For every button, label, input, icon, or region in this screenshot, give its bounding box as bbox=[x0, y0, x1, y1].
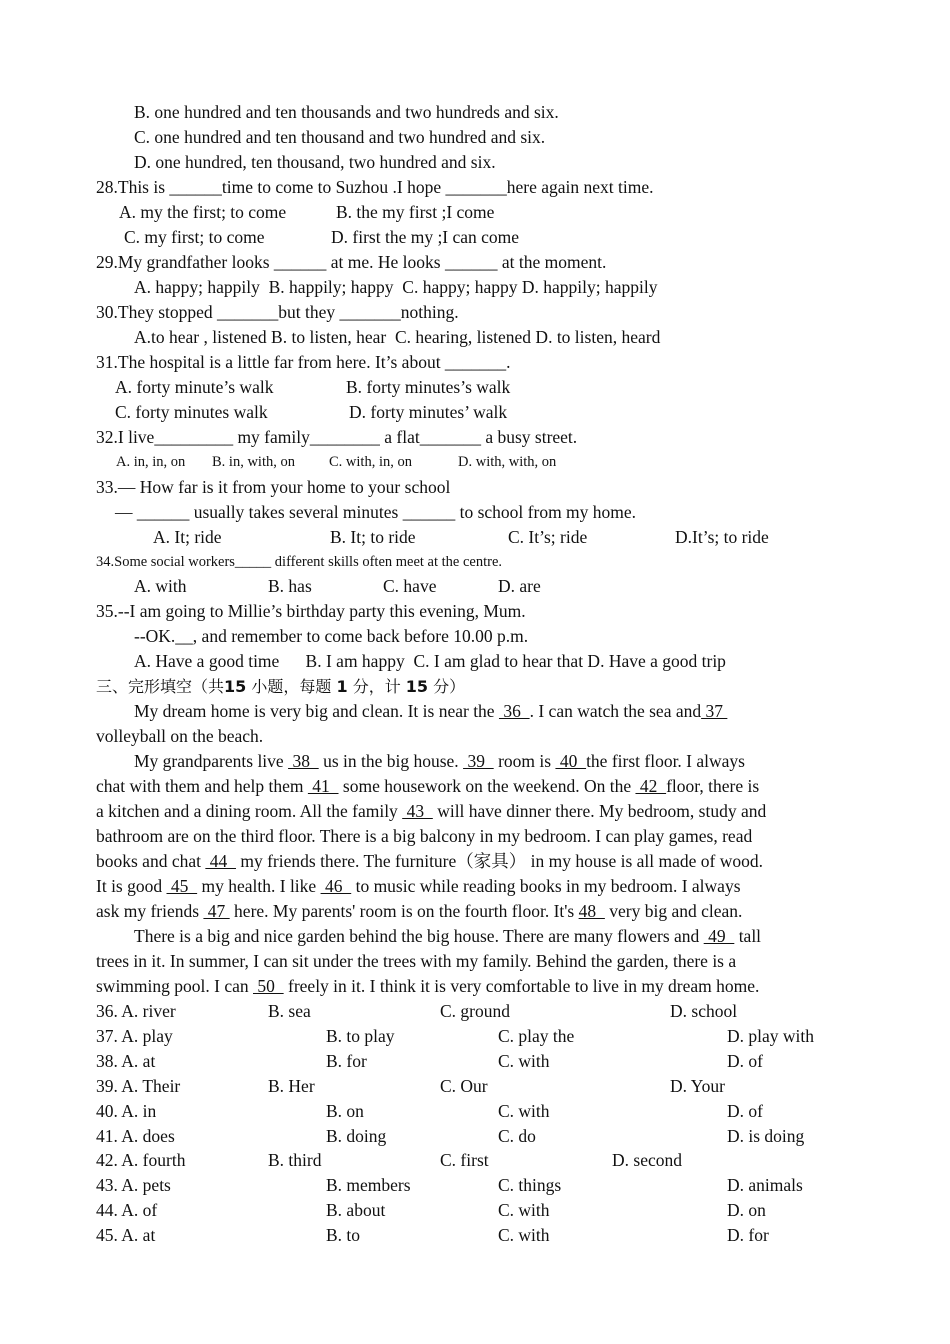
answer-39-b: B. Her bbox=[268, 1076, 315, 1096]
section-3-prefix: 三、完形填空（共 bbox=[96, 677, 225, 696]
passage-text: It is good bbox=[96, 876, 167, 896]
q33-stem: 33.— How far is it from your home to your school bbox=[96, 477, 451, 497]
q33-blank-2: ______ bbox=[402, 502, 456, 522]
q30-stem: 30.They stopped _______but they _______nothing. bbox=[96, 302, 459, 322]
passage-text: my health. I like bbox=[197, 876, 321, 896]
answer-43-c: C. things bbox=[498, 1175, 562, 1195]
passage-line-9 bbox=[96, 899, 742, 924]
q31-option-d: D. forty minutes’ walk bbox=[349, 402, 508, 422]
blank-44: 44 bbox=[205, 851, 236, 871]
answer-43-d: D. animals bbox=[727, 1175, 803, 1195]
blank-38: 38 bbox=[288, 751, 319, 771]
q35-options: A. Have a good time B. I am happy C. I am glad to hear that D. Have a good trip bbox=[134, 651, 726, 671]
section-3-points-each: 1 bbox=[336, 677, 348, 696]
q33-blank-1: ______ bbox=[136, 502, 190, 522]
answer-38-d: D. of bbox=[727, 1051, 763, 1071]
section-3-suffix: 分） bbox=[428, 677, 466, 696]
blank-46: 46 bbox=[320, 876, 352, 896]
q33-option-a: A. It; ride bbox=[153, 527, 222, 547]
section-3-count: 15 bbox=[224, 677, 247, 696]
answer-38-b: B. for bbox=[326, 1051, 367, 1071]
q33-line2 bbox=[115, 500, 636, 525]
passage-text: My dream home is very big and clean. It is near the bbox=[134, 701, 499, 721]
blank-48: 48 bbox=[578, 901, 605, 921]
answer-36-a: 36. A. river bbox=[96, 1001, 176, 1021]
answer-41-d: D. is doing bbox=[727, 1126, 805, 1146]
q27-option-b: B. one hundred and ten thousands and two hundreds and six. bbox=[134, 102, 559, 122]
blank-37: 37 bbox=[701, 701, 728, 721]
answer-38-c: C. with bbox=[498, 1051, 550, 1071]
blank-49: 49 bbox=[703, 926, 735, 946]
passage-line-7 bbox=[96, 849, 763, 874]
q33-text-end: to school from my home. bbox=[455, 502, 637, 522]
answer-45-a: 45. A. at bbox=[96, 1225, 156, 1245]
passage-line-4 bbox=[96, 774, 759, 799]
q28-option-c: C. my first; to come bbox=[124, 227, 265, 247]
answer-40-b: B. on bbox=[326, 1101, 364, 1121]
answer-41-a: 41. A. does bbox=[96, 1126, 175, 1146]
q28-stem: 28.This is ______time to come to Suzhou .I hope _______here again next time. bbox=[96, 177, 654, 197]
q27-option-d: D. one hundred, ten thousand, two hundred and six. bbox=[134, 152, 496, 172]
q34-option-d: D. are bbox=[498, 576, 541, 596]
q34-stem: 34.Some social workers_____ different skills often meet at the centre. bbox=[96, 554, 503, 570]
q33-text-mid: usually takes several minutes bbox=[189, 502, 403, 522]
answer-36-d: D. school bbox=[670, 1001, 738, 1021]
passage-text: some housework on the weekend. On the bbox=[338, 776, 636, 796]
answer-42-d: D. second bbox=[612, 1150, 682, 1170]
answer-42-a: 42. A. fourth bbox=[96, 1150, 186, 1170]
q31-option-b: B. forty minutes’s walk bbox=[346, 377, 511, 397]
answer-40-a: 40. A. in bbox=[96, 1101, 157, 1121]
answer-39-a: 39. A. Their bbox=[96, 1076, 181, 1096]
q34-option-a: A. with bbox=[134, 576, 187, 596]
answer-37-d: D. play with bbox=[727, 1026, 815, 1046]
passage-text: . I can watch the sea and bbox=[529, 701, 702, 721]
q34-option-b: B. has bbox=[268, 576, 312, 596]
q33-option-d: D.It’s; to ride bbox=[675, 527, 769, 547]
q32-option-c: C. with, in, on bbox=[329, 454, 412, 470]
q29-stem: 29.My grandfather looks ______ at me. He looks ______ at the moment. bbox=[96, 252, 607, 272]
passage-text: very big and clean. bbox=[604, 901, 743, 921]
q27-option-c: C. one hundred and ten thousand and two hundred and six. bbox=[134, 127, 546, 147]
blank-40: 40 bbox=[555, 751, 587, 771]
section-3-heading bbox=[96, 674, 465, 699]
q35-line2: --OK.__, and remember to come back before 10.00 p.m. bbox=[134, 626, 529, 646]
blank-39: 39 bbox=[463, 751, 494, 771]
q32-option-d: D. with, with, on bbox=[458, 454, 557, 470]
answer-43-a: 43. A. pets bbox=[96, 1175, 171, 1195]
answer-36-b: B. sea bbox=[268, 1001, 311, 1021]
answer-40-d: D. of bbox=[727, 1101, 763, 1121]
passage-line-12 bbox=[96, 974, 759, 999]
q33-dash: — bbox=[115, 502, 137, 522]
answer-44-a: 44. A. of bbox=[96, 1200, 158, 1220]
passage-line-11: trees in it. In summer, I can sit under the trees with my family. Behind the garden, there is a bbox=[96, 951, 737, 971]
q31-option-a: A. forty minute’s walk bbox=[115, 377, 274, 397]
answer-39-d: D. Your bbox=[670, 1076, 725, 1096]
q34-option-c: C. have bbox=[383, 576, 437, 596]
answer-39-c: C. Our bbox=[440, 1076, 488, 1096]
blank-41: 41 bbox=[307, 776, 339, 796]
q35-stem: 35.--I am going to Millie’s birthday party this evening, Mum. bbox=[96, 601, 526, 621]
passage-text: There is a big and nice garden behind the big house. There are many flowers and bbox=[134, 926, 704, 946]
answer-38-a: 38. A. at bbox=[96, 1051, 156, 1071]
q31-option-c: C. forty minutes walk bbox=[115, 402, 268, 422]
section-3-total: 15 bbox=[405, 677, 429, 696]
q28-option-a: A. my the first; to come bbox=[119, 202, 287, 222]
answer-42-b: B. third bbox=[268, 1150, 322, 1170]
passage-text: the first floor. I always bbox=[586, 751, 745, 771]
section-3-mid2: 分，计 bbox=[347, 677, 406, 696]
q28-option-d: D. first the my ;I can come bbox=[331, 227, 520, 247]
section-3-mid1: 小题，每题 bbox=[246, 677, 337, 696]
q31-stem: 31.The hospital is a little far from here. It’s about _______. bbox=[96, 352, 511, 372]
passage-text: freely in it. I think it is very comfortable to live in my dream home. bbox=[283, 976, 760, 996]
blank-42: 42 bbox=[635, 776, 667, 796]
q32-option-b: B. in, with, on bbox=[212, 454, 295, 470]
passage-text: room is bbox=[493, 751, 556, 771]
answer-40-c: C. with bbox=[498, 1101, 550, 1121]
passage-line-8 bbox=[96, 874, 741, 899]
blank-50: 50 bbox=[253, 976, 284, 996]
answer-45-c: C. with bbox=[498, 1225, 550, 1245]
passage-text: here. My parents' room is on the fourth floor. It's bbox=[229, 901, 579, 921]
blank-36: 36 bbox=[498, 701, 530, 721]
answer-37-c: C. play the bbox=[498, 1026, 575, 1046]
passage-text: ask my friends bbox=[96, 901, 204, 921]
passage-text: tall bbox=[734, 926, 762, 946]
q32-option-a: A. in, in, on bbox=[116, 454, 186, 470]
answer-44-d: D. on bbox=[727, 1200, 766, 1220]
passage-line-6: bathroom are on the third floor. There is a big balcony in my bedroom. I can play games, read bbox=[96, 826, 753, 846]
answer-37-a: 37. A. play bbox=[96, 1026, 173, 1046]
answer-45-b: B. to bbox=[326, 1225, 361, 1245]
passage-text: chat with them and help them bbox=[96, 776, 308, 796]
passage-text: my friends there. The furniture（家具） in my house is all made of wood. bbox=[235, 851, 763, 871]
answer-37-b: B. to play bbox=[326, 1026, 395, 1046]
answer-36-c: C. ground bbox=[440, 1001, 510, 1021]
passage-text: books and chat bbox=[96, 851, 206, 871]
passage-line-2: volleyball on the beach. bbox=[96, 726, 264, 746]
passage-line-5 bbox=[96, 799, 766, 824]
q30-options: A.to hear , listened B. to listen, hear C. hearing, listened D. to listen, heard bbox=[134, 327, 661, 347]
answer-41-c: C. do bbox=[498, 1126, 536, 1146]
passage-line-1 bbox=[134, 699, 727, 724]
passage-text: a kitchen and a dining room. All the family bbox=[96, 801, 403, 821]
q29-options: A. happy; happily B. happily; happy C. happy; happy D. happily; happily bbox=[134, 277, 658, 297]
q32-stem: 32.I live_________ my family________ a flat_______ a busy street. bbox=[96, 427, 578, 447]
passage-line-3 bbox=[134, 749, 745, 774]
passage-text: My grandparents live bbox=[134, 751, 289, 771]
q33-option-c: C. It’s; ride bbox=[508, 527, 588, 547]
q33-option-b: B. It; to ride bbox=[330, 527, 416, 547]
answer-42-c: C. first bbox=[440, 1150, 489, 1170]
q28-option-b: B. the my first ;I come bbox=[336, 202, 495, 222]
blank-45: 45 bbox=[166, 876, 198, 896]
passage-line-10 bbox=[134, 924, 761, 949]
answer-43-b: B. members bbox=[326, 1175, 411, 1195]
answer-44-b: B. about bbox=[326, 1200, 386, 1220]
answer-41-b: B. doing bbox=[326, 1126, 387, 1146]
passage-text: floor, there is bbox=[666, 776, 760, 796]
blank-43: 43 bbox=[402, 801, 433, 821]
answer-44-c: C. with bbox=[498, 1200, 550, 1220]
passage-text: us in the big house. bbox=[318, 751, 464, 771]
answer-45-d: D. for bbox=[727, 1225, 769, 1245]
blank-47: 47 bbox=[203, 901, 230, 921]
passage-text: swimming pool. I can bbox=[96, 976, 253, 996]
passage-text: will have dinner there. My bedroom, study and bbox=[432, 801, 767, 821]
passage-text: to music while reading books in my bedroom. I always bbox=[351, 876, 741, 896]
